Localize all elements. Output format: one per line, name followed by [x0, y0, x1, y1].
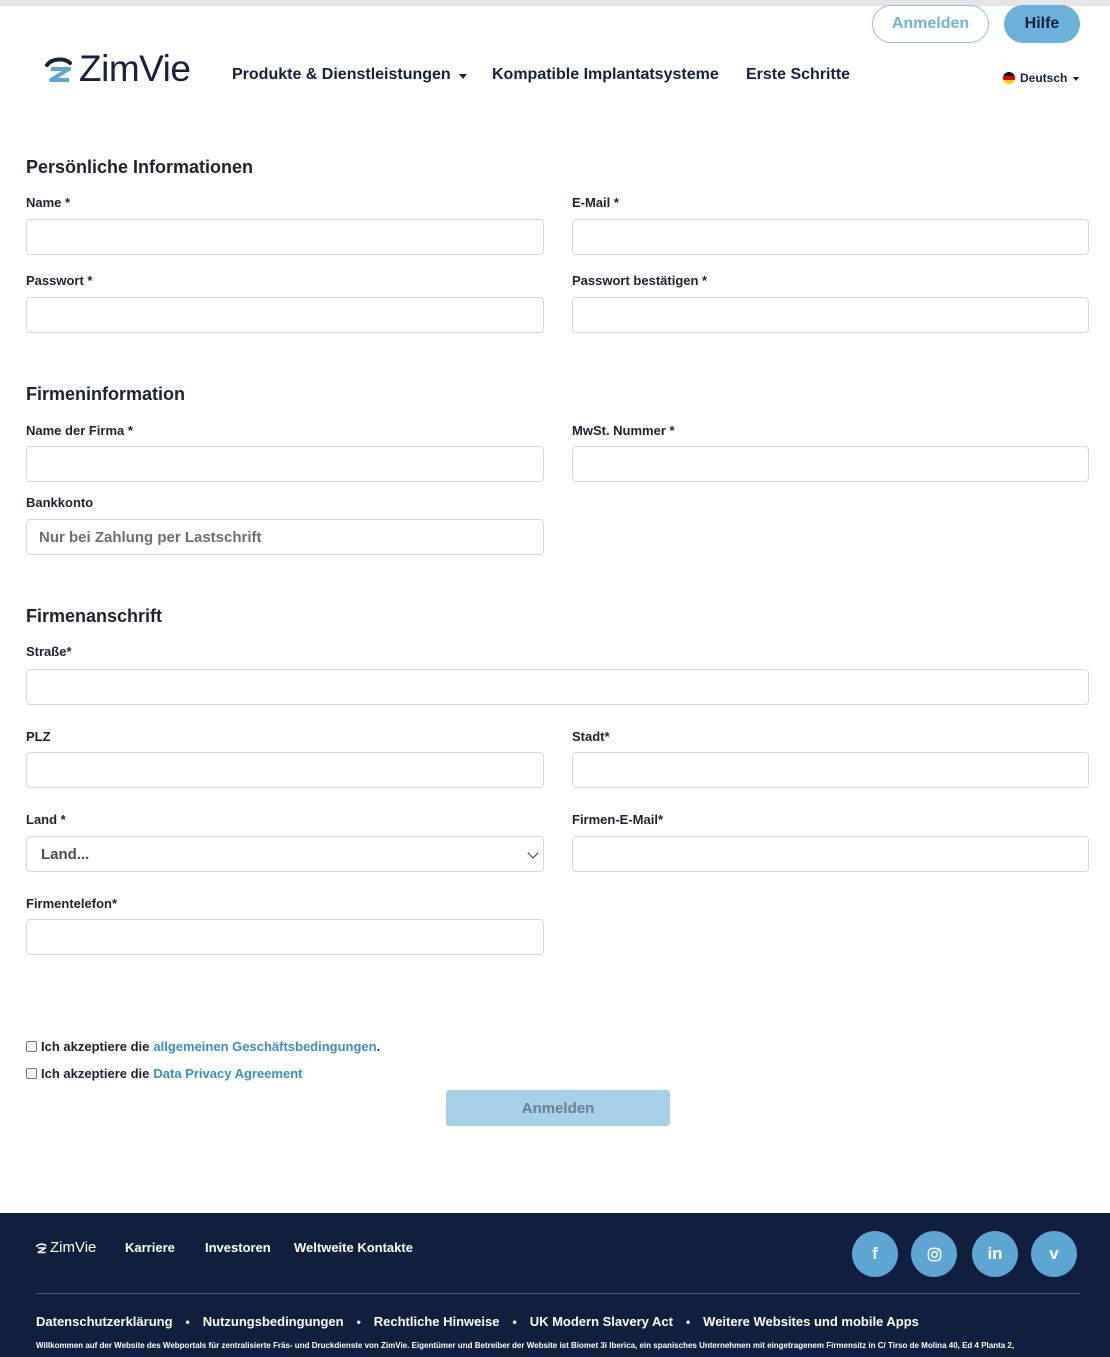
terms-suffix: .	[376, 1039, 381, 1054]
country-select-value: Land...	[41, 845, 90, 863]
country-label: Land *	[26, 812, 66, 827]
country-select[interactable]	[26, 836, 544, 872]
bank-account-input[interactable]	[26, 519, 544, 555]
separator: •	[512, 1314, 517, 1329]
separator: •	[685, 1314, 691, 1329]
privacy-row	[26, 1066, 302, 1081]
password-confirm-input[interactable]	[572, 297, 1089, 333]
zip-label: PLZ	[26, 729, 51, 744]
instagram-icon	[927, 1247, 942, 1262]
company-email-input[interactable]	[572, 836, 1089, 872]
zip-input[interactable]	[26, 752, 544, 788]
vimeo-icon: v	[1049, 1244, 1059, 1263]
privacy-prefix: Ich akzeptiere die	[41, 1066, 150, 1081]
section-title-company: Firmeninformation	[26, 384, 186, 404]
separator: •	[356, 1314, 361, 1329]
bank-account-label: Bankkonto	[26, 495, 94, 510]
footer-link-legal-notices[interactable]: Rechtliche Hinweise	[373, 1314, 500, 1329]
company-name-label: Name der Firma *	[26, 423, 133, 438]
company-email-label: Firmen-E-Mail*	[572, 812, 664, 827]
city-label: Stadt*	[572, 729, 610, 744]
nav-getting-started[interactable]	[746, 66, 850, 84]
terms-checkbox[interactable]	[26, 1041, 37, 1052]
city-input[interactable]	[572, 752, 1089, 788]
password-label: Passwort *	[26, 273, 93, 288]
footer-note: Willkommen auf der Website des Webportals für zentralisierte Fräs- und Druckdienste von ZimVie. Eigentümer und Betreiber der Website ist Biomet 3i Iberica, ein spanisches Unternehmen mit eingetragenem Firmensitz in C/ Tirso de Molina 40, Ed 4 Planta 2,	[36, 1341, 1015, 1350]
zimvie-logo-icon	[43, 54, 73, 84]
footer-link-careers[interactable]: Karriere	[125, 1240, 175, 1255]
vimeo-button[interactable]	[1031, 1231, 1077, 1277]
submit-register-button[interactable]: Anmelden	[446, 1090, 670, 1126]
vat-number-input[interactable]	[572, 446, 1089, 482]
zimvie-logo-icon	[35, 1242, 47, 1254]
street-input[interactable]	[26, 669, 1089, 705]
company-phone-input[interactable]	[26, 919, 544, 955]
help-button[interactable]: Hilfe	[1004, 5, 1080, 43]
facebook-icon: f	[872, 1244, 878, 1263]
login-button[interactable]: Anmelden	[872, 5, 989, 43]
email-label: E-Mail *	[572, 195, 619, 210]
terms-row	[26, 1039, 380, 1054]
language-selector[interactable]	[1003, 71, 1079, 85]
password-confirm-label: Passwort bestätigen *	[572, 273, 708, 288]
terms-prefix: Ich akzeptiere die	[41, 1039, 150, 1054]
footer-link-privacy[interactable]: Datenschutzerklärung	[36, 1314, 173, 1329]
email-input[interactable]	[572, 219, 1089, 255]
section-title-address: Firmenanschrift	[26, 606, 163, 626]
privacy-link[interactable]: Data Privacy Agreement	[153, 1066, 303, 1081]
logo-text: ZimVie	[79, 48, 191, 89]
privacy-checkbox[interactable]	[26, 1068, 37, 1079]
company-name-input[interactable]	[26, 446, 544, 482]
footer-divider	[36, 1293, 1080, 1294]
footer	[0, 1213, 1110, 1357]
name-label: Name *	[26, 195, 71, 210]
footer-link-terms[interactable]: Nutzungsbedingungen	[202, 1314, 344, 1329]
nav-products[interactable]	[232, 66, 467, 84]
footer-link-more-websites[interactable]: Weitere Websites und mobile Apps	[703, 1314, 919, 1329]
chevron-down-icon	[459, 74, 467, 79]
name-input[interactable]	[26, 219, 544, 255]
language-label: Deutsch	[1020, 71, 1068, 85]
linkedin-icon: in	[987, 1244, 1003, 1263]
section-title-personal: Persönliche Informationen	[26, 157, 254, 177]
nav-compatible-systems[interactable]	[492, 66, 719, 84]
german-flag-icon	[1003, 72, 1015, 84]
nav-products-label: Produkte & Dienstleistungen	[232, 66, 451, 83]
separator: •	[185, 1314, 190, 1329]
footer-link-contacts[interactable]: Weltweite Kontakte	[294, 1240, 413, 1255]
footer-logo-text: ZimVie	[50, 1239, 97, 1256]
footer-link-slavery-act[interactable]: UK Modern Slavery Act	[529, 1314, 673, 1329]
vat-number-label: MwSt. Nummer *	[572, 423, 675, 438]
facebook-button[interactable]	[852, 1231, 898, 1277]
linkedin-button[interactable]	[972, 1231, 1018, 1277]
footer-logo[interactable]	[35, 1239, 96, 1256]
company-phone-label: Firmentelefon*	[26, 896, 118, 911]
footer-link-investors[interactable]: Investoren	[205, 1240, 271, 1255]
chevron-down-icon	[527, 847, 538, 858]
street-label: Straße*	[26, 644, 72, 659]
nav-getting-started-label: Erste Schritte	[746, 66, 851, 83]
footer-legal-links	[36, 1314, 919, 1329]
nav-compatible-label: Kompatible Implantatsysteme	[492, 66, 719, 83]
password-input[interactable]	[26, 297, 544, 333]
zimvie-logo[interactable]	[43, 49, 190, 89]
chevron-down-icon	[1073, 77, 1079, 81]
terms-link[interactable]: allgemeinen Geschäftsbedingungen	[153, 1039, 377, 1054]
instagram-button[interactable]	[911, 1231, 957, 1277]
